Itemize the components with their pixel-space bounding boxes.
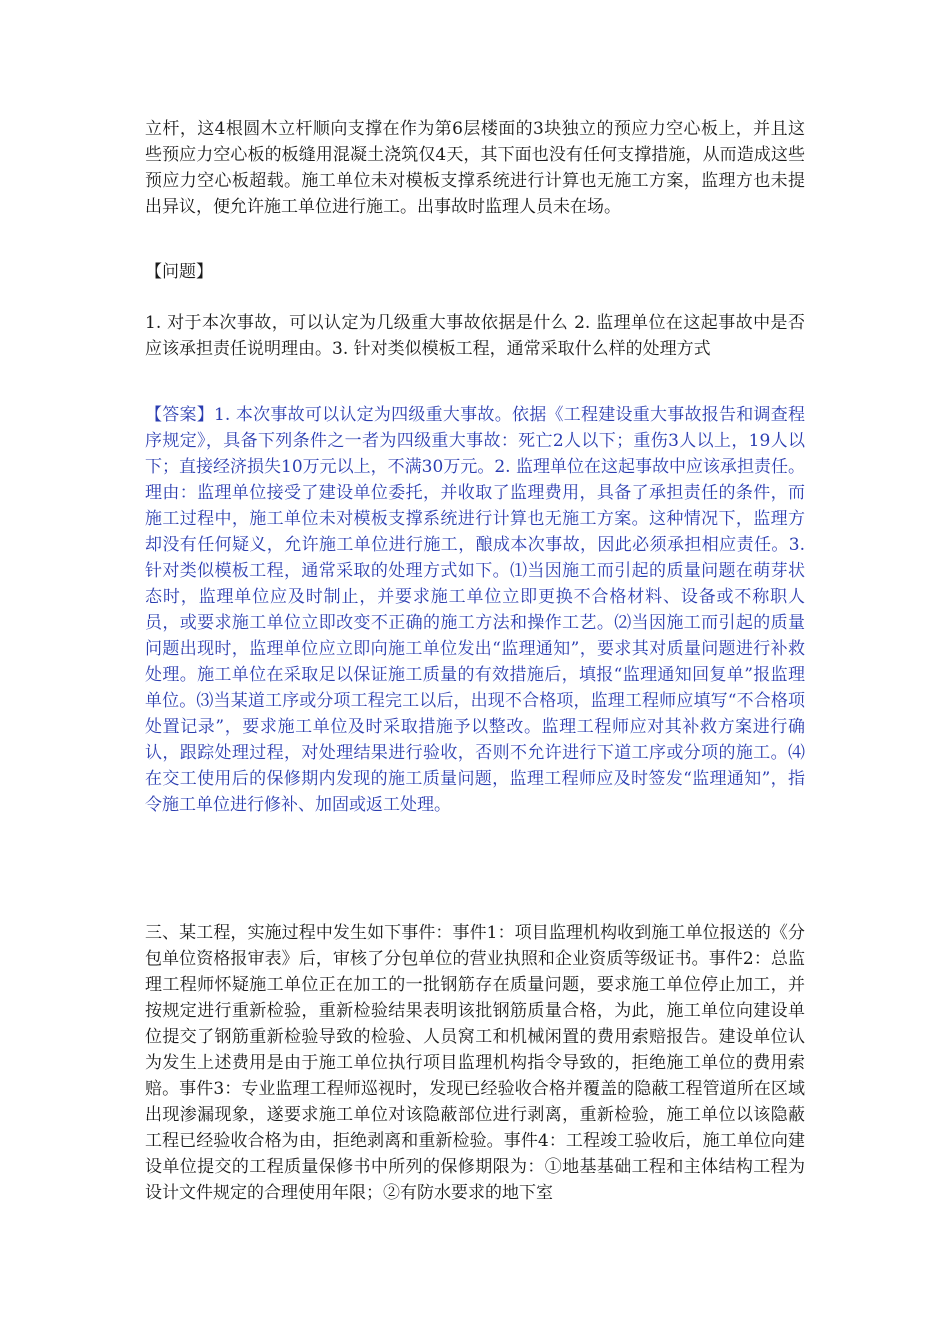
paragraph-accident-description: 立杆，这4根圆木立杆顺向支撑在作为第6层楼面的3块独立的预应力空心板上，并且这些预应力空心板的板缝用混凝土浇筑仅4天，其下面也没有任何支撑措施，从而造成这些预应力空心板超载。施工单位未对模板支撑系统进行计算也无施工方案，监理方也未提出异议，便允许施工单位进行施工。出事故时监理人员未在场。 — [145, 119, 805, 217]
answer-paragraph: 【答案】1. 本次事故可以认定为四级重大事故。依据《工程建设重大事故报告和调查程序规定》，具备下列条件之一者为四级重大事故：死亡2人以下；重伤3人以上，19人以下；直接经济损失10万元以上，不满30万元。2. 监理单位在这起事故中应该承担责任。理由：监理单位接受了建设单位委托，并收取了监理费用，具备了承担责任的条件，而施工过程中，施工单位未对模板支撑系统进行计算也无施工方案。这种情况下，监理方却没有任何疑义，允许施工单位进行施工，酿成本次事故，因此必须承担相应责任。3. 针对类似模板工程，通常采取的处理方式如下。⑴当因施工而引起的质量问题在萌芽状态时，监理单位应及时制止，并要求施工单位立即更换不合格材料、设备或不称职人员，或要求施工单位立即改变不正确的施工方法和操作工艺。⑵当因施工而引起的质量问题出现时，监理单位应立即向施工单位发出“监理通知”，要求其对质量问题进行补救处理。施工单位在采取足以保证施工质量的有效措施后，填报“监理通知回复单”报监理单位。⑶当某道工序或分项工程完工以后，出现不合格项，监理工程师应填写“不合格项处置记录”，要求施工单位及时采取措施予以整改。监理工程师应对其补救方案进行确认，跟踪处理过程，对处理结果进行验收，否则不允许进行下道工序或分项的施工。⑷在交工使用后的保修期内发现的施工质量问题，监理工程师应及时签发“监理通知”，指令施工单位进行修补、加固或返工处理。 — [145, 405, 805, 815]
question-list: 1. 对于本次事故，可以认定为几级重大事故依据是什么 2. 监理单位在这起事故中是否应该承担责任说明理由。3. 针对类似模板工程，通常采取什么样的处理方式 — [145, 313, 805, 359]
question-heading: 【问题】 — [145, 262, 213, 282]
section-three-paragraph: 三、某工程，实施过程中发生如下事件：事件1：项目监理机构收到施工单位报送的《分包单位资格报审表》后，审核了分包单位的营业执照和企业资质等级证书。事件2：总监理工程师怀疑施工单位正在加工的一批钢筋存在质量问题，要求施工单位停止加工，并按规定进行重新检验，重新检验结果表明该批钢筋质量合格，为此，施工单位向建设单位提交了钢筋重新检验导致的检验、人员窝工和机械闲置的费用索赔报告。建设单位认为发生上述费用是由于施工单位执行项目监理机构指令导致的，拒绝施工单位的费用索赔。事件3：专业监理工程师巡视时，发现已经验收合格并覆盖的隐蔽工程管道所在区域出现渗漏现象，遂要求施工单位对该隐蔽部位进行剥离，重新检验，施工单位以该隐蔽工程已经验收合格为由，拒绝剥离和重新检验。事件4：工程竣工验收后，施工单位向建设单位提交的工程质量保修书中所列的保修期限为：①地基基础工程和主体结构工程为设计文件规定的合理使用年限；②有防水要求的地下室 — [145, 923, 805, 1203]
